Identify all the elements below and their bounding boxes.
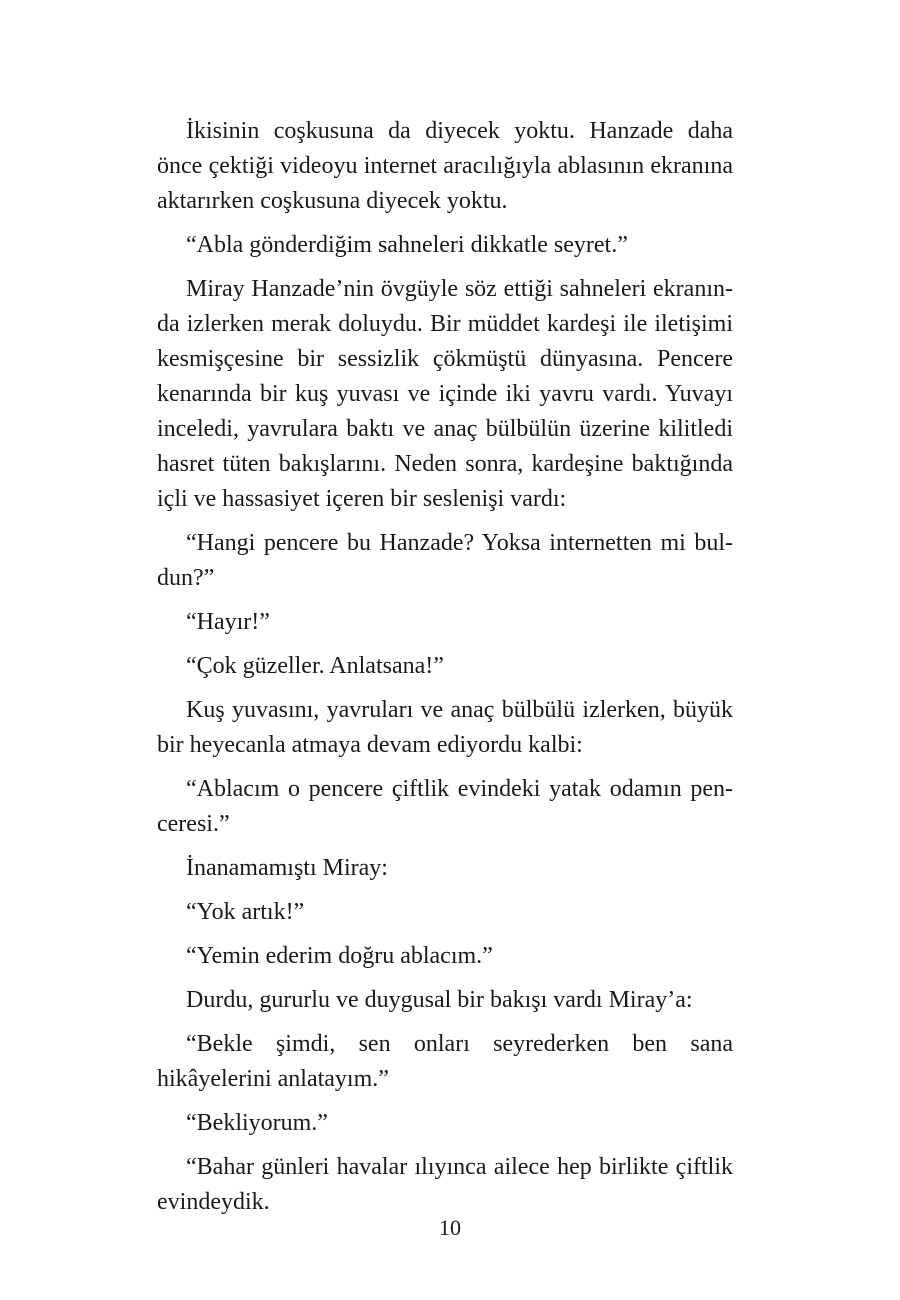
paragraph: Durdu, gururlu ve duygusal bir bakışı vardı Miray’a:: [186, 987, 693, 1013]
paragraph: “Hangi pencere bu Hanzade? Yoksa internetten mi bul-dun?”: [157, 530, 733, 591]
paragraph: “Bahar günleri havalar ılıyınca ailece hep birlikte çiftlik evindeydik.: [157, 1154, 733, 1215]
paragraph: “Bekle şimdi, sen onları seyrederken ben sana hikâyelerini anlatayım.”: [157, 1031, 733, 1092]
paragraph: “Abla gönderdiğim sahneleri dikkatle seyret.”: [186, 232, 628, 258]
page-number: 10: [439, 1215, 461, 1240]
book-page-body: [157, 114, 733, 1229]
paragraph: İkisinin coşkusuna da diyecek yoktu. Hanzade daha önce çektiği videoyu internet aracılığıyla ablasının ekranına aktarırken coşkusuna diyecek yoktu.: [157, 118, 733, 214]
paragraph: Miray Hanzade’nin övgüyle söz ettiği sahneleri ekranın-da izlerken merak doluydu. Bir müddet kardeşi ile iletişimi kesmişçesine bir sessizlik çökmüştü dünyasına. Pencere kenarında bir kuş yuvası ve içinde iki yavru vardı. Yuvayı inceledi, yavrulara baktı ve anaç bülbülün üzerine kilitledi hasret tüten bakışlarını. Neden sonra, kardeşine baktığında içli ve hassasiyet içeren bir seslenişi vardı:: [157, 276, 733, 512]
paragraph: “Ablacım o pencere çiftlik evindeki yatak odamın pen-ceresi.”: [157, 776, 733, 837]
paragraph: “Hayır!”: [186, 609, 270, 635]
paragraph: İnanamamıştı Miray:: [186, 855, 388, 881]
paragraph: “Bekliyorum.”: [186, 1110, 328, 1136]
paragraph: “Çok güzeller. Anlatsana!”: [186, 653, 444, 679]
paragraph: “Yok artık!”: [186, 899, 305, 925]
paragraph: Kuş yuvasını, yavruları ve anaç bülbülü izlerken, büyük bir heyecanla atmaya devam ediyordu kalbi:: [157, 697, 733, 758]
paragraph: “Yemin ederim doğru ablacım.”: [186, 943, 493, 969]
